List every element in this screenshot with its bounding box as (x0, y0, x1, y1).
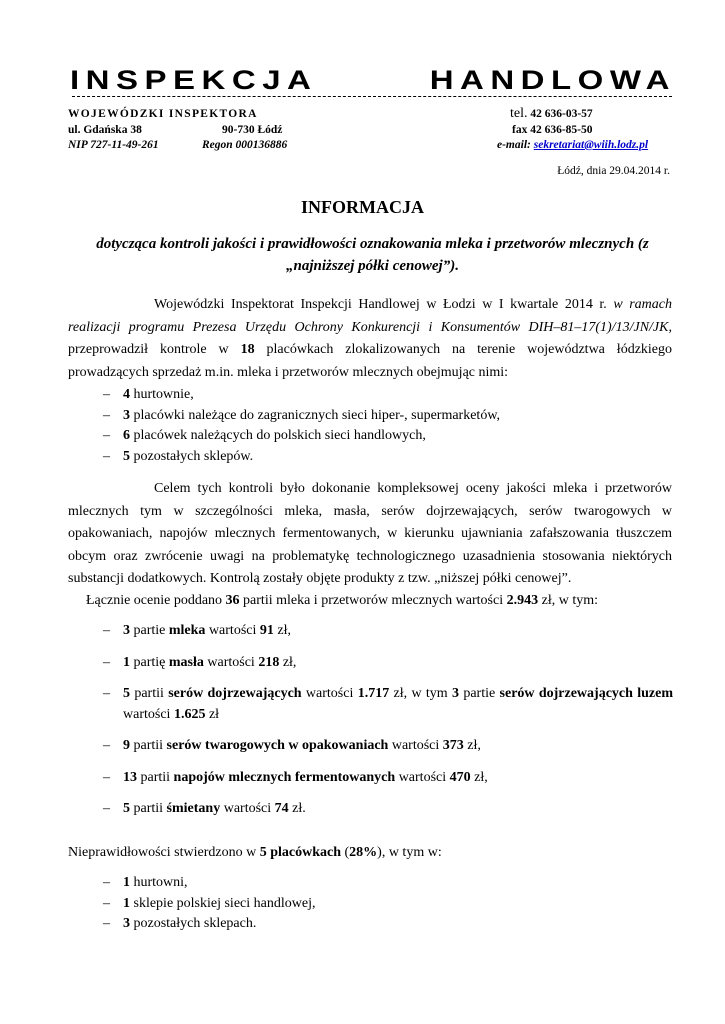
irregularities-text: Nieprawidłowości stwierdzono w (68, 845, 257, 860)
dash-bullet: – (103, 738, 110, 753)
dash-bullet: – (103, 916, 110, 931)
item-text: sklepie polskiej sieci handlowej, (130, 895, 316, 911)
item-text: pozostałych sklepów. (130, 448, 254, 464)
dash-bullet: – (103, 448, 110, 464)
batch-count: 1 (123, 654, 130, 670)
list-item (103, 426, 673, 447)
intro-text-3: placówkach zlokalizowanych na terenie województwa łódzkiego prowadzących sprzedaż m.in. mleka i przetworów mlecznych obejmując nimi: (68, 342, 673, 380)
list-item (103, 768, 673, 789)
intro-text: Wojewódzki Inspektorat Inspekcji Handlowej w Łodzi w I kwartale 2014 r. (154, 297, 607, 312)
product-value: 1.625 (173, 706, 206, 722)
product-name: masła (168, 654, 204, 670)
item-text: zł, (470, 769, 488, 785)
email-line (497, 138, 648, 152)
product-name: napojów mlecznych fermentowanych (173, 769, 396, 785)
list-item (103, 894, 673, 915)
header-divider (72, 96, 672, 97)
list-item (103, 873, 673, 894)
item-text: partię (130, 654, 169, 670)
tel-number: 42 636-03-57 (530, 108, 593, 120)
product-name: serów dojrzewających (168, 686, 302, 701)
item-text: placówek należących do polskich sieci handlowych, (130, 428, 426, 443)
item-text: zł, (273, 623, 291, 638)
document-subtitle: dotycząca kontroli jakości i prawidłowości oznakowania mleka i przetworów mlecznych (z „najniższej półki cenowej”). (96, 236, 649, 274)
list-item (103, 736, 673, 757)
item-text: zł. (288, 801, 306, 816)
dash-bullet: – (103, 623, 110, 638)
phone-line (510, 107, 593, 121)
item-text: hurtownie, (130, 387, 194, 402)
item-text: wartości (301, 686, 358, 701)
batch-count: 3 (452, 686, 459, 701)
dash-bullet: – (103, 895, 110, 911)
item-text: partii (130, 801, 167, 816)
dash-bullet: – (103, 407, 110, 423)
item-text: zł, w tym (389, 686, 452, 701)
letterhead-logo (70, 66, 676, 94)
batch-count: 9 (123, 738, 130, 753)
batch-count: 5 (123, 686, 130, 701)
list-item (103, 799, 673, 820)
dash-bullet: – (103, 769, 110, 785)
item-text: wartości (220, 801, 275, 816)
email-link[interactable]: sekretariat@wiih.lodz.pl (533, 139, 649, 151)
item-count: 4 (123, 387, 130, 402)
list-item (103, 385, 673, 406)
item-text: wartości (395, 769, 450, 785)
item-text: placówki należące do zagranicznych sieci hiper-, supermarketów, (130, 407, 501, 423)
product-value: 373 (442, 738, 464, 753)
item-text: wartości (205, 623, 260, 638)
product-value: 74 (274, 801, 289, 816)
item-text: pozostałych sklepach. (130, 916, 257, 931)
batch-count: 3 (123, 623, 130, 638)
irregular-percent: 28% (349, 845, 378, 860)
tel-label: tel. (510, 106, 528, 121)
product-value: 91 (259, 623, 274, 638)
irregularities-text-2: ), w tym w: (377, 845, 442, 860)
dash-bullet: – (103, 801, 110, 816)
street-address: ul. Gdańska 38 (68, 124, 142, 136)
item-text: partie (459, 686, 500, 701)
list-item (103, 406, 673, 427)
product-name: serów twarogowych w opakowaniach (166, 738, 389, 753)
dash-bullet: – (103, 387, 110, 402)
fax-number: fax 42 636-85-50 (512, 124, 593, 136)
product-value: 1.717 (357, 686, 390, 701)
dash-bullet: – (103, 428, 110, 443)
intro-text-2: przeprowadził kontrole w (68, 342, 229, 357)
intro-program-reference: w ramach realizacji programu Prezesa Urzędu Ochrony Konkurencji i Konsumentów DIH–81–17(1)/13/JN/JK, (68, 297, 672, 335)
paragraph-total (68, 590, 672, 613)
dash-bullet: – (103, 654, 110, 670)
item-count: 5 (123, 448, 130, 464)
office-name: WOJEWÓDZKI INSPEKTORA (68, 108, 258, 120)
item-count: 1 (123, 895, 130, 911)
item-text: zł, (463, 738, 481, 753)
item-count: 1 (123, 875, 130, 890)
item-text: zł (205, 706, 220, 722)
nip-number: NIP 727-11-49-261 (68, 139, 159, 151)
paragraph-irregularities (68, 842, 672, 865)
list-item (103, 684, 673, 725)
list-item (103, 653, 673, 674)
item-text: partii (130, 686, 169, 701)
irregular-outlets: 5 placówkach (259, 845, 341, 860)
batch-count: 13 (123, 769, 137, 785)
item-text: wartości (123, 706, 174, 722)
product-name: serów dojrzewających luzem (499, 686, 674, 701)
product-name: śmietany (166, 801, 221, 816)
item-text: hurtowni, (130, 875, 188, 890)
item-count: 3 (123, 916, 130, 931)
list-item (103, 621, 673, 642)
item-count: 6 (123, 428, 130, 443)
item-text: zł, (279, 654, 297, 670)
document-title: INFORMACJA (301, 197, 424, 217)
item-count: 3 (123, 407, 130, 423)
product-name: mleka (168, 623, 206, 638)
item-text: partie (130, 623, 169, 638)
batch-count: 5 (123, 801, 130, 816)
logo-word-inspekcja: INSPEKCJA (70, 64, 318, 95)
item-text: partii (130, 738, 167, 753)
dash-bullet: – (103, 875, 110, 890)
total-batches: 36 (225, 593, 240, 608)
outlet-list (103, 385, 673, 467)
email-label: e-mail: (497, 139, 531, 151)
document-date: Łódź, dnia 29.04.2014 r. (557, 165, 670, 177)
irregularities-paren-open: ( (344, 845, 350, 860)
postal-city: 90-730 Łódź (222, 124, 283, 136)
item-text: partii (137, 769, 174, 785)
irregularities-list (103, 873, 673, 935)
paragraph-intro (68, 294, 672, 384)
paragraph-purpose: Celem tych kontroli było dokonanie kompleksowej oceny jakości mleka i przetworów mlecznych tym w szczególności mleka, masła, serów dojrzewających, serów twarogowych w opakowaniach, napojów mlecznych fermentowanych, w kierunku ujawniania zafałszowania tłuszczem obcym oraz zwrócenie uwagi na problematykę technologicznego uzasadnienia stosowania niektórych substancji dodatkowych. Kontrolą zostały objęte produkty z tzw. „niższej półki cenowej”. (68, 481, 672, 586)
total-value: 2.943 (506, 593, 539, 608)
logo-word-handlowa: HANDLOWA (429, 64, 676, 95)
product-value: 470 (449, 769, 471, 785)
item-text: wartości (388, 738, 443, 753)
list-item (103, 447, 673, 468)
total-text-3: zł, w tym: (541, 593, 599, 608)
total-text: Łącznie ocenie poddano (86, 593, 223, 608)
outlet-count: 18 (240, 342, 255, 357)
dash-bullet: – (103, 686, 110, 701)
regon-number: Regon 000136886 (202, 139, 288, 151)
product-list (103, 621, 673, 820)
item-text: wartości (203, 654, 259, 670)
total-text-2: partii mleka i przetworów mlecznych wartości (243, 593, 504, 608)
product-value: 218 (258, 654, 280, 670)
list-item (103, 914, 673, 935)
